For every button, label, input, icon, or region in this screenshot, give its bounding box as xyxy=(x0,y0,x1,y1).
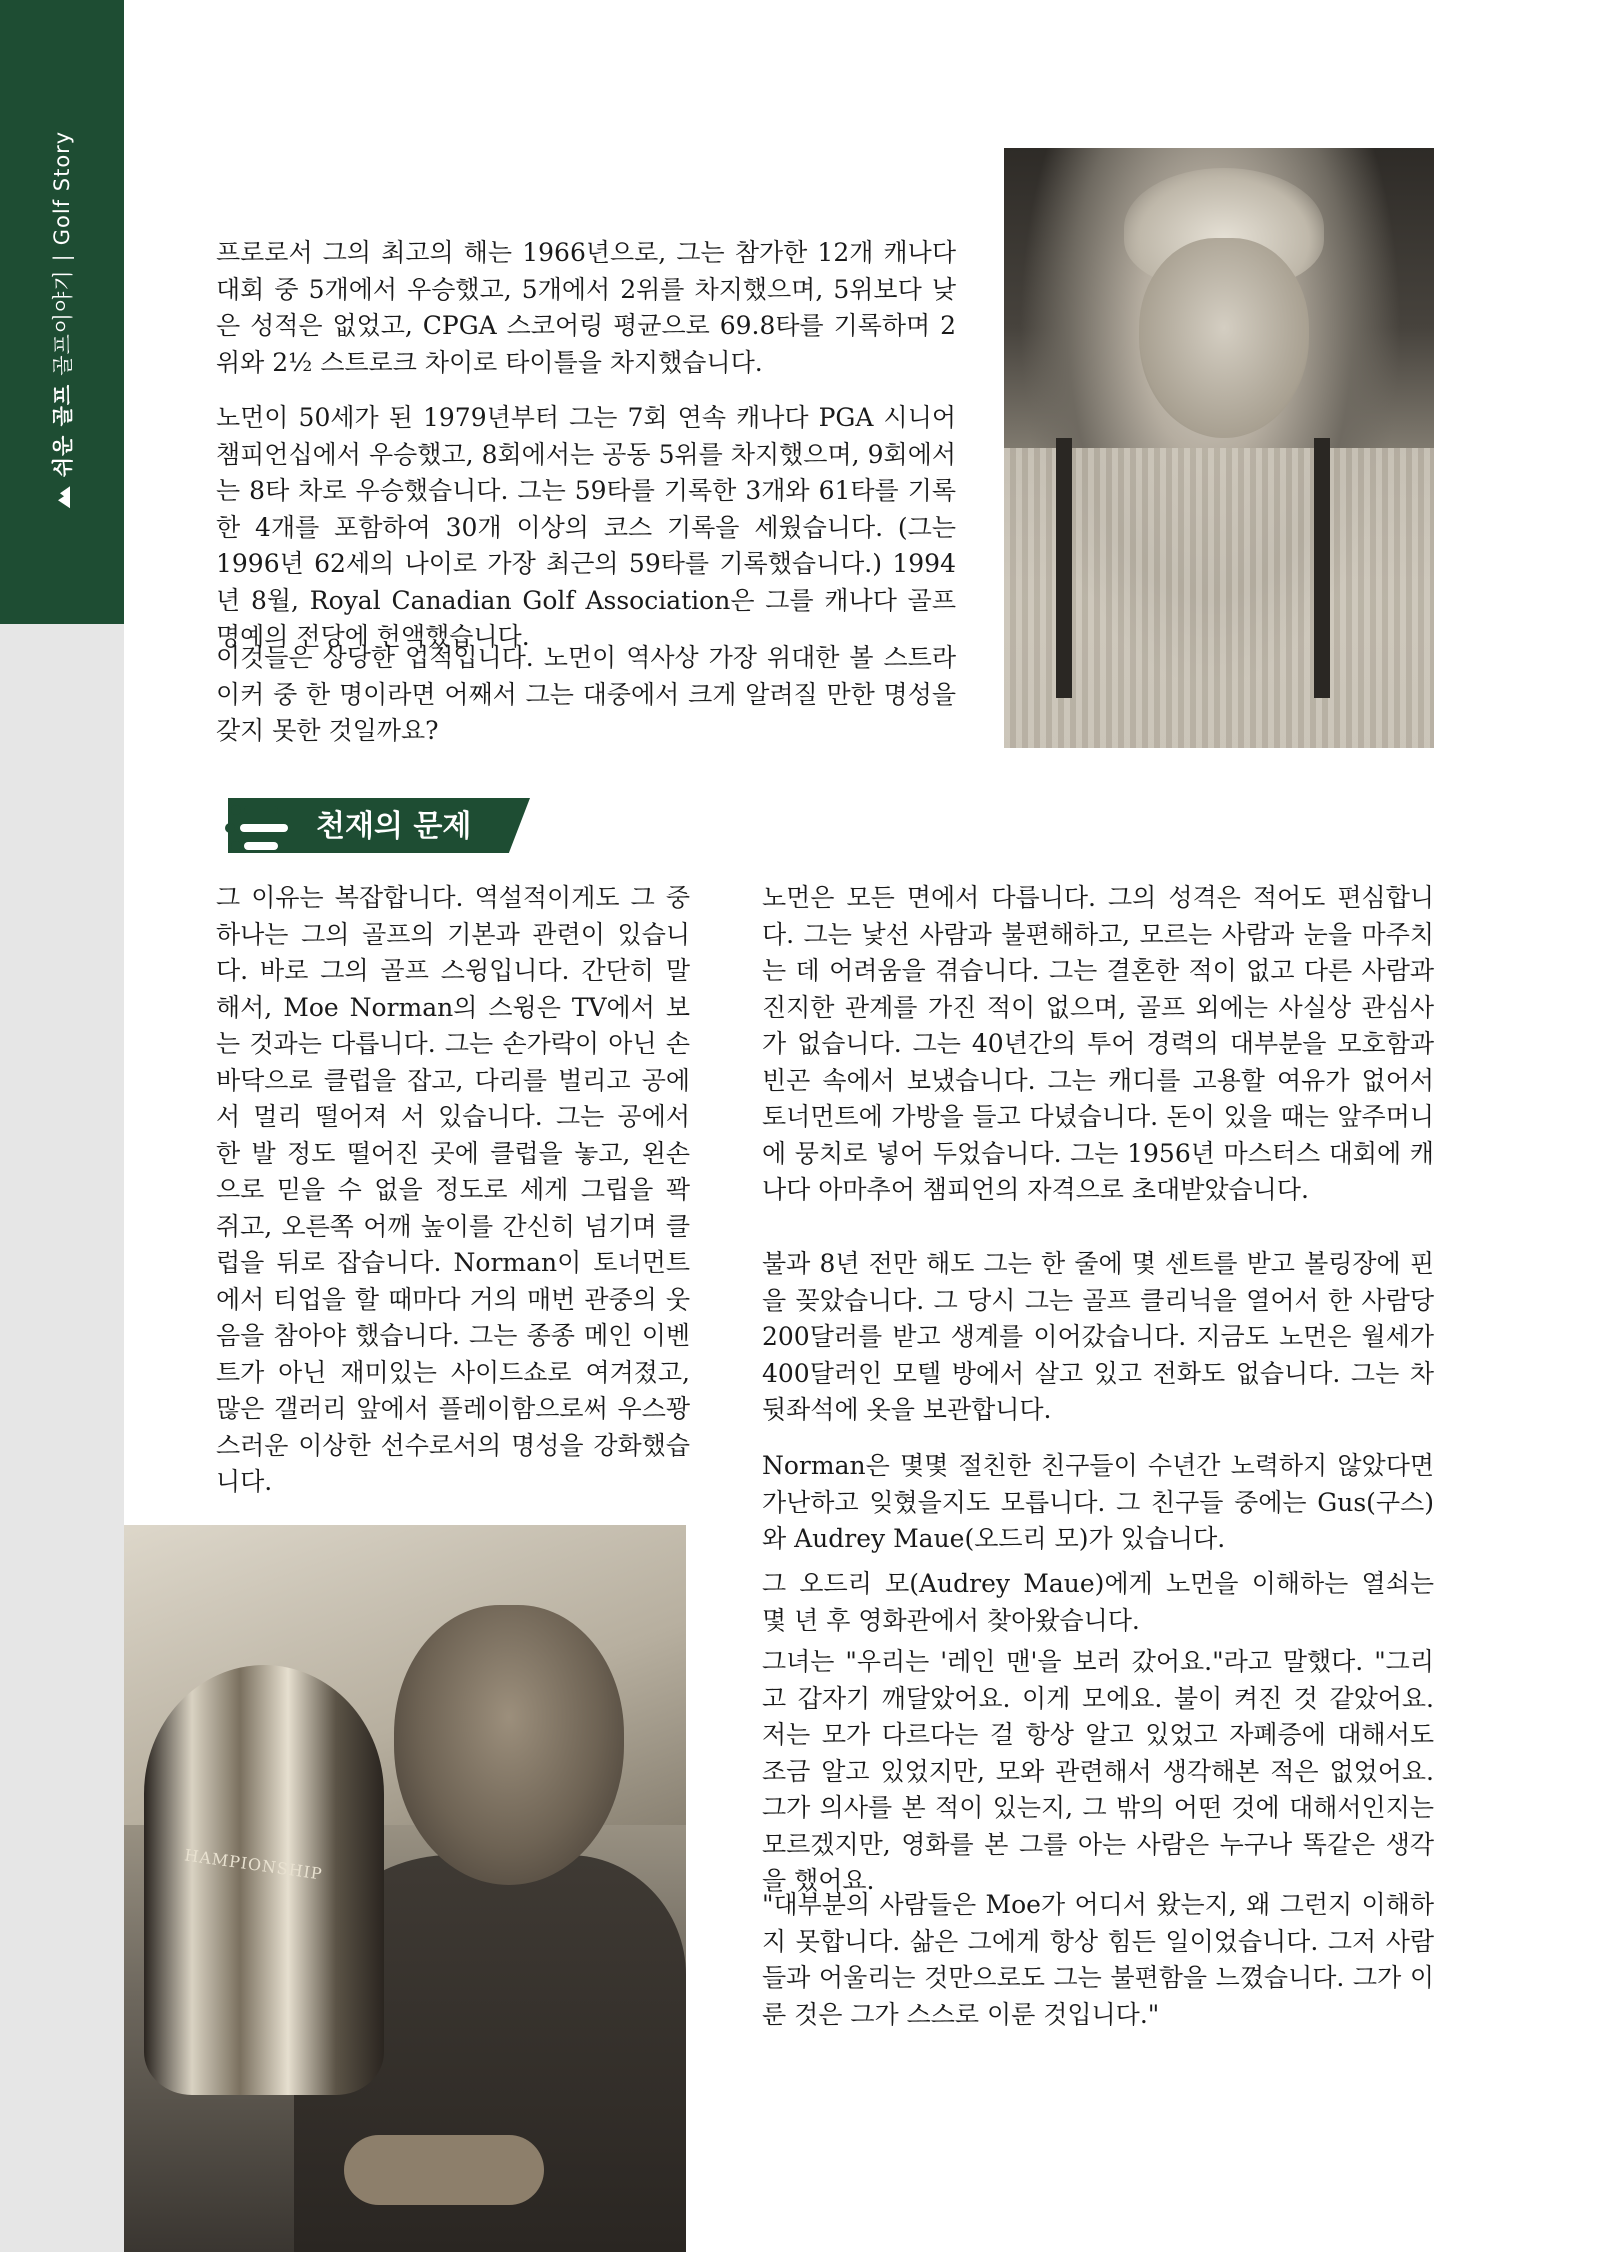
right-column-paragraph-5: 그녀는 "우리는 '레인 맨'을 보러 갔어요."라고 말했다. "그리고 갑자기 깨달았어요. 이게 모에요. 불이 켜진 것 같았어요. 저는 모가 다르다는 걸 항상 알고 있었고 자폐증에 대해서도 조금 알고 있었지만, 모와 관련해서 생각해본 적은 없었어요. 그가 의사를 본 적이 있는지, 그 밖의 어떤 것에 대해서인지는 모르겠지만, 영화를 본 그를 아는 사람은 누구나 똑같은 생각을 했어요. xyxy=(762,1647,1434,1895)
sidebar-section-en: Golf Story xyxy=(50,130,74,246)
sidebar-section: 골프이야기 xyxy=(51,269,75,376)
speed-lines-icon xyxy=(214,800,304,856)
section-title: 천재의 문제 xyxy=(316,809,472,844)
right-column-paragraph-3: Norman은 몇몇 절친한 친구들이 수년간 노력하지 않았다면 가난하고 잊혔을지도 모릅니다. 그 친구들 중에는 Gus(구스) 와 Audrey Maue(오드리 모)가 있습니다. xyxy=(762,1451,1434,1553)
right-column-paragraph-4: 그 오드리 모(Audrey Maue)에게 노먼을 이해하는 열쇠는 몇 년 후 영화관에서 찾아왔습니다. xyxy=(762,1569,1434,1635)
intro-paragraph-2: 노먼이 50세가 된 1979년부터 그는 7회 연속 캐나다 PGA 시니어 챔피언십에서 우승했고, 8회에서는 공동 5위를 차지했으며, 9회에서는 8타 차로 우승했습니다. 그는 59타를 기록한 3개와 61타를 기록한 4개를 포함하여 30개 이상의 코스 기록을 세웠습니다. (그는 1996년 62세의 나이로 가장 최근의 59타를 기록했습니다.) 1994년 8월, Royal Canadian Golf Association은 그를 캐나다 골프 명예의 전당에 헌액했습니다. xyxy=(216,403,956,651)
sidebar-brand: 쉬운 골프 xyxy=(51,383,75,478)
young-moe-norman-photo xyxy=(1004,148,1434,748)
sidebar-label xyxy=(47,131,77,509)
right-column-paragraph-2: 불과 8년 전만 해도 그는 한 줄에 몇 센트를 받고 볼링장에 핀을 꽂았습니다. 그 당시 그는 골프 클리닉을 열어서 한 사람당 200달러를 받고 생계를 이어갔습니다. 지금도 노먼은 월세가 400달러인 모텔 방에서 살고 있고 전화도 없습니다. 그는 차 뒷좌석에 옷을 보관합니다. xyxy=(762,1249,1434,1424)
left-column-paragraph: 그 이유는 복잡합니다. 역설적이게도 그 중 하나는 그의 골프의 기본과 관련이 있습니다. 바로 그의 골프 스윙입니다. 간단히 말해서, Moe Norman의 스윙은 TV에서 보는 것과는 다릅니다. 그는 손가락이 아닌 손바닥으로 클럽을 잡고, 다리를 벌리고 공에서 멀리 떨어져 서 있습니다. 그는 공에서 한 발 정도 떨어진 곳에 클럽을 놓고, 왼손으로 믿을 수 없을 정도로 세게 그립을 꽉 쥐고, 오른쪽 어깨 높이를 간신히 넘기며 클럽을 뒤로 잡습니다. Norman이 토너먼트에서 티업을 할 때마다 거의 매번 관중의 웃음을 참아야 했습니다. 그는 종종 메인 이벤트가 아닌 재미있는 사이드쇼로 여겨졌고, 많은 갤러리 앞에서 플레이함으로써 우스꽝스러운 이상한 선수로서의 명성을 강화했습니다. xyxy=(216,883,690,1496)
sidebar-divider: | xyxy=(50,253,74,262)
intro-paragraph-3: 이것들은 상당한 업적입니다. 노먼이 역사상 가장 위대한 볼 스트라이커 중 한 명이라면 어째서 그는 대중에서 크게 알려질 만한 명성을 갖지 못한 것일까요? xyxy=(216,643,956,745)
moe-norman-trophy-photo xyxy=(124,1525,686,2252)
sidebar-gray-band xyxy=(0,624,124,2252)
right-column-paragraph-6: "대부분의 사람들은 Moe가 어디서 왔는지, 왜 그런지 이해하지 못합니다. 삶은 그에게 항상 힘든 일이었습니다. 그저 사람들과 어울리는 것만으로도 그는 불편함을 느꼈습니다. 그가 이룬 것은 그가 스스로 이룬 것입니다." xyxy=(762,1890,1434,2029)
right-column-paragraph-1: 노먼은 모든 면에서 다릅니다. 그의 성격은 적어도 편심합니다. 그는 낯선 사람과 불편해하고, 모르는 사람과 눈을 마주치는 데 어려움을 겪습니다. 그는 결혼한 적이 없고 다른 사람과 진지한 관계를 가진 적이 없으며, 골프 외에는 사실상 관심사가 없습니다. 그는 40년간의 투어 경력의 대부분을 모호함과 빈곤 속에서 보냈습니다. 그는 캐디를 고용할 여유가 없어서 토너먼트에 가방을 들고 다녔습니다. 돈이 있을 때는 앞주머니에 뭉치로 넣어 두었습니다. 그는 1956년 마스터스 대회에 캐나다 아마추어 챔피언의 자격으로 초대받았습니다. xyxy=(762,883,1434,1204)
mountain-icon xyxy=(53,485,71,509)
intro-paragraph-1: 프로로서 그의 최고의 해는 1966년으로, 그는 참가한 12개 캐나다 대회 중 5개에서 우승했고, 5개에서 2위를 차지했으며, 5위보다 낮은 성적은 없었고, CPGA 스코어링 평균으로 69.8타를 기록하며 2위와 2½ 스트로크 차이로 타이틀을 차지했습니다. xyxy=(216,238,956,377)
trophy-engraving: HAMPIONSHIP xyxy=(183,1845,324,1884)
